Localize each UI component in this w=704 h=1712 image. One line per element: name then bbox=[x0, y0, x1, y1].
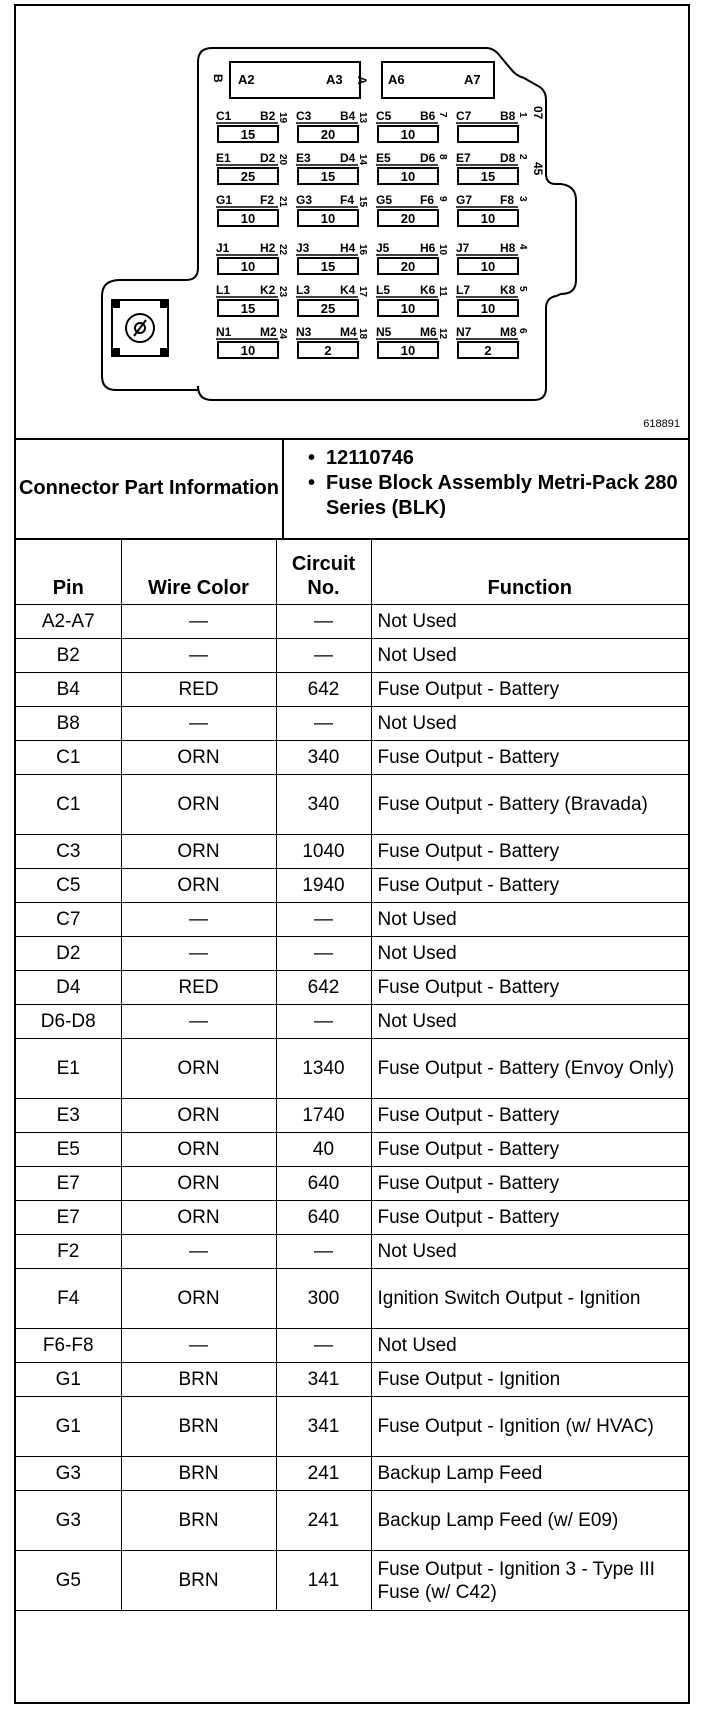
fuse-rating: 10 bbox=[400, 301, 416, 316]
fuse-position-number: 1 bbox=[517, 112, 528, 118]
fuse-pin-label: L1 bbox=[216, 283, 231, 297]
function-cell: Fuse Output - Ignition 3 - Type III Fuse (w/ C42) bbox=[371, 1551, 688, 1611]
circuit-cell: — bbox=[276, 1329, 371, 1363]
pin-cell: F4 bbox=[16, 1269, 121, 1329]
wire-color-cell: ORN bbox=[121, 1269, 276, 1329]
fuse-pin-label: J5 bbox=[376, 241, 390, 255]
fuse-pin-label: F8 bbox=[500, 193, 515, 207]
fuse-position-number: 23 bbox=[277, 286, 288, 298]
fuse-position-number: 9 bbox=[437, 196, 448, 202]
fuse-rating: 20 bbox=[400, 211, 416, 226]
circuit-cell: 640 bbox=[276, 1201, 371, 1235]
wire-color-cell: ORN bbox=[121, 1167, 276, 1201]
table-row bbox=[16, 835, 688, 869]
function-cell: Fuse Output - Ignition (w/ HVAC) bbox=[371, 1397, 688, 1457]
circuit-cell: — bbox=[276, 605, 371, 639]
fuse-pin-label: B4 bbox=[340, 109, 356, 123]
bracket-corner bbox=[112, 348, 120, 356]
fuse-rating: 10 bbox=[400, 169, 416, 184]
fuse-block-outline bbox=[102, 48, 576, 400]
table-row bbox=[16, 1329, 688, 1363]
table-row bbox=[16, 1363, 688, 1397]
function-cell: Ignition Switch Output - Ignition bbox=[371, 1269, 688, 1329]
fuse-pin-label: D8 bbox=[500, 151, 516, 165]
table-row bbox=[16, 775, 688, 835]
fuse-position-number: 24 bbox=[277, 328, 288, 340]
fuse-pin-label: H6 bbox=[420, 241, 436, 255]
table-row bbox=[16, 1099, 688, 1133]
fuse-pin-label: G1 bbox=[216, 193, 233, 207]
wire-color-cell: BRN bbox=[121, 1397, 276, 1457]
table-row bbox=[16, 639, 688, 673]
fuse-position-number: 15 bbox=[357, 196, 368, 208]
fuse-pin-label: L3 bbox=[296, 283, 311, 297]
fuse-position-number: 20 bbox=[277, 154, 288, 166]
table-row bbox=[16, 605, 688, 639]
fuse-pin-label: D2 bbox=[260, 151, 276, 165]
label-a2: A2 bbox=[238, 72, 255, 87]
function-cell: Fuse Output - Ignition bbox=[371, 1363, 688, 1397]
function-cell: Not Used bbox=[371, 1329, 688, 1363]
wire-color-cell: BRN bbox=[121, 1363, 276, 1397]
pin-cell: B2 bbox=[16, 639, 121, 673]
fuse-position-number: 4 bbox=[517, 244, 528, 250]
circuit-cell: — bbox=[276, 937, 371, 971]
wire-color-cell: — bbox=[121, 1235, 276, 1269]
table-row bbox=[16, 1551, 688, 1611]
fuse-pin-label: H4 bbox=[340, 241, 356, 255]
wire-color-cell: ORN bbox=[121, 869, 276, 903]
connector-info-title: Connector Part Information bbox=[16, 438, 284, 538]
pin-cell: C1 bbox=[16, 775, 121, 835]
fuse-position-number: 6 bbox=[517, 328, 528, 334]
wire-color-cell: — bbox=[121, 605, 276, 639]
circuit-cell: 1040 bbox=[276, 835, 371, 869]
fuse-rating: 15 bbox=[240, 127, 256, 142]
fuse-pin-label: L5 bbox=[376, 283, 391, 297]
fuse-pin-label: G3 bbox=[296, 193, 313, 207]
table-row bbox=[16, 1457, 688, 1491]
table-row bbox=[16, 1167, 688, 1201]
header-circuit-no: Circuit No. bbox=[276, 538, 371, 605]
circuit-cell: 640 bbox=[276, 1167, 371, 1201]
fuse-pin-label: G5 bbox=[376, 193, 393, 207]
table-row bbox=[16, 1235, 688, 1269]
fuse-pin-label: C3 bbox=[296, 109, 312, 123]
fuse-rating: 20 bbox=[320, 127, 336, 142]
circuit-cell: 1740 bbox=[276, 1099, 371, 1133]
table-row bbox=[16, 741, 688, 775]
table-row bbox=[16, 1005, 688, 1039]
pin-cell: G5 bbox=[16, 1551, 121, 1611]
function-cell: Fuse Output - Battery bbox=[371, 1133, 688, 1167]
bracket-corner bbox=[160, 348, 168, 356]
label-a3: A3 bbox=[326, 72, 343, 87]
pin-cell: B8 bbox=[16, 707, 121, 741]
fuse-pin-label: N7 bbox=[456, 325, 472, 339]
pin-cell: D6-D8 bbox=[16, 1005, 121, 1039]
label-a7: A7 bbox=[464, 72, 481, 87]
connector-part-details bbox=[284, 438, 688, 538]
circuit-cell: 300 bbox=[276, 1269, 371, 1329]
pin-cell: C3 bbox=[16, 835, 121, 869]
table-row bbox=[16, 1397, 688, 1457]
pin-cell: B4 bbox=[16, 673, 121, 707]
wire-color-cell: BRN bbox=[121, 1491, 276, 1551]
fuse-position-number: 13 bbox=[357, 112, 368, 124]
label-a: A bbox=[355, 76, 369, 85]
table-row bbox=[16, 1201, 688, 1235]
fuse-pin-label: F2 bbox=[260, 193, 275, 207]
fuse-rating: 10 bbox=[240, 211, 256, 226]
circuit-cell: — bbox=[276, 1235, 371, 1269]
pin-cell: D2 bbox=[16, 937, 121, 971]
function-cell: Fuse Output - Battery bbox=[371, 741, 688, 775]
header-wire-color: Wire Color bbox=[121, 538, 276, 605]
circuit-cell: — bbox=[276, 903, 371, 937]
circuit-cell: 40 bbox=[276, 1133, 371, 1167]
wire-color-cell: RED bbox=[121, 673, 276, 707]
fuse-pin-label: H8 bbox=[500, 241, 516, 255]
table-row bbox=[16, 937, 688, 971]
fuse-block-drawing bbox=[16, 6, 688, 438]
pin-cell: G1 bbox=[16, 1363, 121, 1397]
fuse-pin-label: M2 bbox=[260, 325, 277, 339]
label-b: B bbox=[211, 74, 225, 83]
fuse-rating: 10 bbox=[240, 343, 256, 358]
table-row bbox=[16, 673, 688, 707]
fuse-pin-label: C5 bbox=[376, 109, 392, 123]
fuse-pin-label: L7 bbox=[456, 283, 471, 297]
fuse-pin-label: J1 bbox=[216, 241, 230, 255]
fuse-pin-label: J7 bbox=[456, 241, 470, 255]
wire-color-cell: ORN bbox=[121, 1133, 276, 1167]
fuse-pin-label: N3 bbox=[296, 325, 312, 339]
fuse-pin-label: B8 bbox=[500, 109, 516, 123]
pin-cell: F2 bbox=[16, 1235, 121, 1269]
fuse-pin-label: N5 bbox=[376, 325, 392, 339]
wire-color-cell: ORN bbox=[121, 741, 276, 775]
wire-color-cell: — bbox=[121, 1005, 276, 1039]
fuse-pin-label: D4 bbox=[340, 151, 356, 165]
header-function: Function bbox=[371, 538, 688, 605]
fuse-position-number: 22 bbox=[277, 244, 288, 256]
part-description: • Fuse Block Assembly Metri-Pack 280 Series (BLK) bbox=[308, 471, 688, 521]
fuse-pin-label: M6 bbox=[420, 325, 437, 339]
fuse-pin-label: K8 bbox=[500, 283, 516, 297]
fuse-pin-label: E5 bbox=[376, 151, 391, 165]
fuse-rating: 15 bbox=[240, 301, 256, 316]
label-a6: A6 bbox=[388, 72, 405, 87]
fuse-position-number: 17 bbox=[357, 286, 368, 298]
circuit-cell: 1940 bbox=[276, 869, 371, 903]
wire-color-cell: BRN bbox=[121, 1457, 276, 1491]
function-cell: Not Used bbox=[371, 605, 688, 639]
fuse-rating: 2 bbox=[484, 343, 492, 358]
fuse-rating: 15 bbox=[320, 169, 336, 184]
circuit-cell: 340 bbox=[276, 775, 371, 835]
circuit-cell: 241 bbox=[276, 1457, 371, 1491]
header-pin: Pin bbox=[16, 538, 121, 605]
fuse-rating: 10 bbox=[480, 211, 496, 226]
fuse-block-diagram bbox=[16, 6, 688, 440]
fuse-pin-label: E3 bbox=[296, 151, 311, 165]
pin-cell: E5 bbox=[16, 1133, 121, 1167]
circuit-cell: — bbox=[276, 1005, 371, 1039]
function-cell: Backup Lamp Feed (w/ E09) bbox=[371, 1491, 688, 1551]
fuse-pin-label: E1 bbox=[216, 151, 231, 165]
circuit-cell: — bbox=[276, 639, 371, 673]
fuse-rating: 10 bbox=[400, 343, 416, 358]
table-row bbox=[16, 869, 688, 903]
table-row bbox=[16, 903, 688, 937]
fuse-pin-label: M8 bbox=[500, 325, 517, 339]
bracket-corner bbox=[160, 300, 168, 308]
fuse-pin-label: E7 bbox=[456, 151, 471, 165]
wire-color-cell: ORN bbox=[121, 835, 276, 869]
wire-color-cell: ORN bbox=[121, 1201, 276, 1235]
function-cell: Not Used bbox=[371, 707, 688, 741]
fuse-pin-label: K2 bbox=[260, 283, 276, 297]
fuse-rating: 10 bbox=[400, 127, 416, 142]
fuse-rating: 20 bbox=[400, 259, 416, 274]
fuse-position-number: 7 bbox=[437, 112, 448, 118]
wire-color-cell: ORN bbox=[121, 1099, 276, 1133]
function-cell: Fuse Output - Battery (Envoy Only) bbox=[371, 1039, 688, 1099]
circuit-cell: 341 bbox=[276, 1363, 371, 1397]
table-row bbox=[16, 1491, 688, 1551]
fuse-position-number: 12 bbox=[437, 328, 448, 340]
fuse-position-number: 19 bbox=[277, 112, 288, 124]
fuse-pin-label: C7 bbox=[456, 109, 472, 123]
function-cell: Fuse Output - Battery bbox=[371, 1201, 688, 1235]
fuse-rating: 25 bbox=[320, 301, 336, 316]
fuse-rating: 10 bbox=[480, 259, 496, 274]
function-cell: Fuse Output - Battery bbox=[371, 971, 688, 1005]
fuse-rating: 10 bbox=[480, 301, 496, 316]
function-cell: Not Used bbox=[371, 1005, 688, 1039]
function-cell: Fuse Output - Battery bbox=[371, 673, 688, 707]
pin-cell: E7 bbox=[16, 1201, 121, 1235]
fuse-pin-label: F4 bbox=[340, 193, 355, 207]
edge-label-45: 45 bbox=[531, 162, 545, 176]
fuse-position-number: 16 bbox=[357, 244, 368, 256]
pin-cell: G3 bbox=[16, 1491, 121, 1551]
pinout-table bbox=[16, 538, 688, 1611]
circuit-cell: 642 bbox=[276, 971, 371, 1005]
wire-color-cell: — bbox=[121, 707, 276, 741]
fuse-position-number: 10 bbox=[437, 244, 448, 256]
pin-cell: C7 bbox=[16, 903, 121, 937]
fuse-position-number: 8 bbox=[437, 154, 448, 160]
edge-label-07: 07 bbox=[531, 106, 545, 120]
table-row bbox=[16, 1133, 688, 1167]
circuit-cell: 642 bbox=[276, 673, 371, 707]
fuse-pin-label: F6 bbox=[420, 193, 435, 207]
fuse-pin-label: K4 bbox=[340, 283, 356, 297]
fuse-rating: 2 bbox=[324, 343, 332, 358]
fuse-position-number: 21 bbox=[277, 196, 288, 208]
function-cell: Not Used bbox=[371, 937, 688, 971]
fuse-pin-label: J3 bbox=[296, 241, 310, 255]
circuit-cell: 341 bbox=[276, 1397, 371, 1457]
wire-color-cell: — bbox=[121, 903, 276, 937]
fuse-rating: 25 bbox=[240, 169, 256, 184]
fuse-position-number: 11 bbox=[437, 286, 448, 297]
wire-color-cell: — bbox=[121, 1329, 276, 1363]
fuse-position-number: 5 bbox=[517, 286, 528, 292]
function-cell: Fuse Output - Battery bbox=[371, 1167, 688, 1201]
fuse-position-number: 18 bbox=[357, 328, 368, 340]
fuse-pin-label: B2 bbox=[260, 109, 276, 123]
wire-color-cell: — bbox=[121, 937, 276, 971]
pin-cell: E3 bbox=[16, 1099, 121, 1133]
function-cell: Fuse Output - Battery bbox=[371, 1099, 688, 1133]
fuse-position-number: 3 bbox=[517, 196, 528, 202]
table-row bbox=[16, 1269, 688, 1329]
pin-cell: E7 bbox=[16, 1167, 121, 1201]
pin-cell: F6-F8 bbox=[16, 1329, 121, 1363]
fuse-pin-label: G7 bbox=[456, 193, 473, 207]
circuit-cell: 141 bbox=[276, 1551, 371, 1611]
pin-cell: C5 bbox=[16, 869, 121, 903]
pin-cell: E1 bbox=[16, 1039, 121, 1099]
fuse-pin-label: K6 bbox=[420, 283, 436, 297]
fuse-rating: 10 bbox=[240, 259, 256, 274]
reference-number: 618891 bbox=[643, 418, 680, 430]
fuse-position-number: 14 bbox=[357, 154, 368, 166]
function-cell: Not Used bbox=[371, 639, 688, 673]
table-row bbox=[16, 1039, 688, 1099]
fuse-rating: 10 bbox=[320, 211, 336, 226]
circuit-cell: 340 bbox=[276, 741, 371, 775]
circuit-cell: 241 bbox=[276, 1491, 371, 1551]
circuit-cell: 1340 bbox=[276, 1039, 371, 1099]
fuse-slot bbox=[458, 126, 518, 142]
circuit-cell: — bbox=[276, 707, 371, 741]
fuse-pin-label: M4 bbox=[340, 325, 357, 339]
table-row bbox=[16, 707, 688, 741]
function-cell: Fuse Output - Battery (Bravada) bbox=[371, 775, 688, 835]
function-cell: Not Used bbox=[371, 903, 688, 937]
pin-cell: D4 bbox=[16, 971, 121, 1005]
part-number: • 12110746 bbox=[308, 446, 688, 471]
fuse-pin-label: C1 bbox=[216, 109, 232, 123]
fuse-pin-label: N1 bbox=[216, 325, 232, 339]
wire-color-cell: BRN bbox=[121, 1551, 276, 1611]
pin-cell: G1 bbox=[16, 1397, 121, 1457]
function-cell: Backup Lamp Feed bbox=[371, 1457, 688, 1491]
fuse-pin-label: D6 bbox=[420, 151, 436, 165]
fuse-position-number: 2 bbox=[517, 154, 528, 160]
pin-cell: G3 bbox=[16, 1457, 121, 1491]
fuse-pin-label: B6 bbox=[420, 109, 436, 123]
fuse-pin-label: H2 bbox=[260, 241, 276, 255]
table-row bbox=[16, 971, 688, 1005]
function-cell: Fuse Output - Battery bbox=[371, 869, 688, 903]
wire-color-cell: — bbox=[121, 639, 276, 673]
wire-color-cell: ORN bbox=[121, 1039, 276, 1099]
fuse-rating: 15 bbox=[320, 259, 336, 274]
document-frame bbox=[14, 4, 690, 1704]
table-header-row bbox=[16, 538, 688, 605]
connector-info bbox=[16, 438, 688, 540]
function-cell: Fuse Output - Battery bbox=[371, 835, 688, 869]
wire-color-cell: ORN bbox=[121, 775, 276, 835]
pin-cell: A2-A7 bbox=[16, 605, 121, 639]
function-cell: Not Used bbox=[371, 1235, 688, 1269]
bracket-corner bbox=[112, 300, 120, 308]
wire-color-cell: RED bbox=[121, 971, 276, 1005]
fuse-rating: 15 bbox=[480, 169, 496, 184]
pin-cell: C1 bbox=[16, 741, 121, 775]
